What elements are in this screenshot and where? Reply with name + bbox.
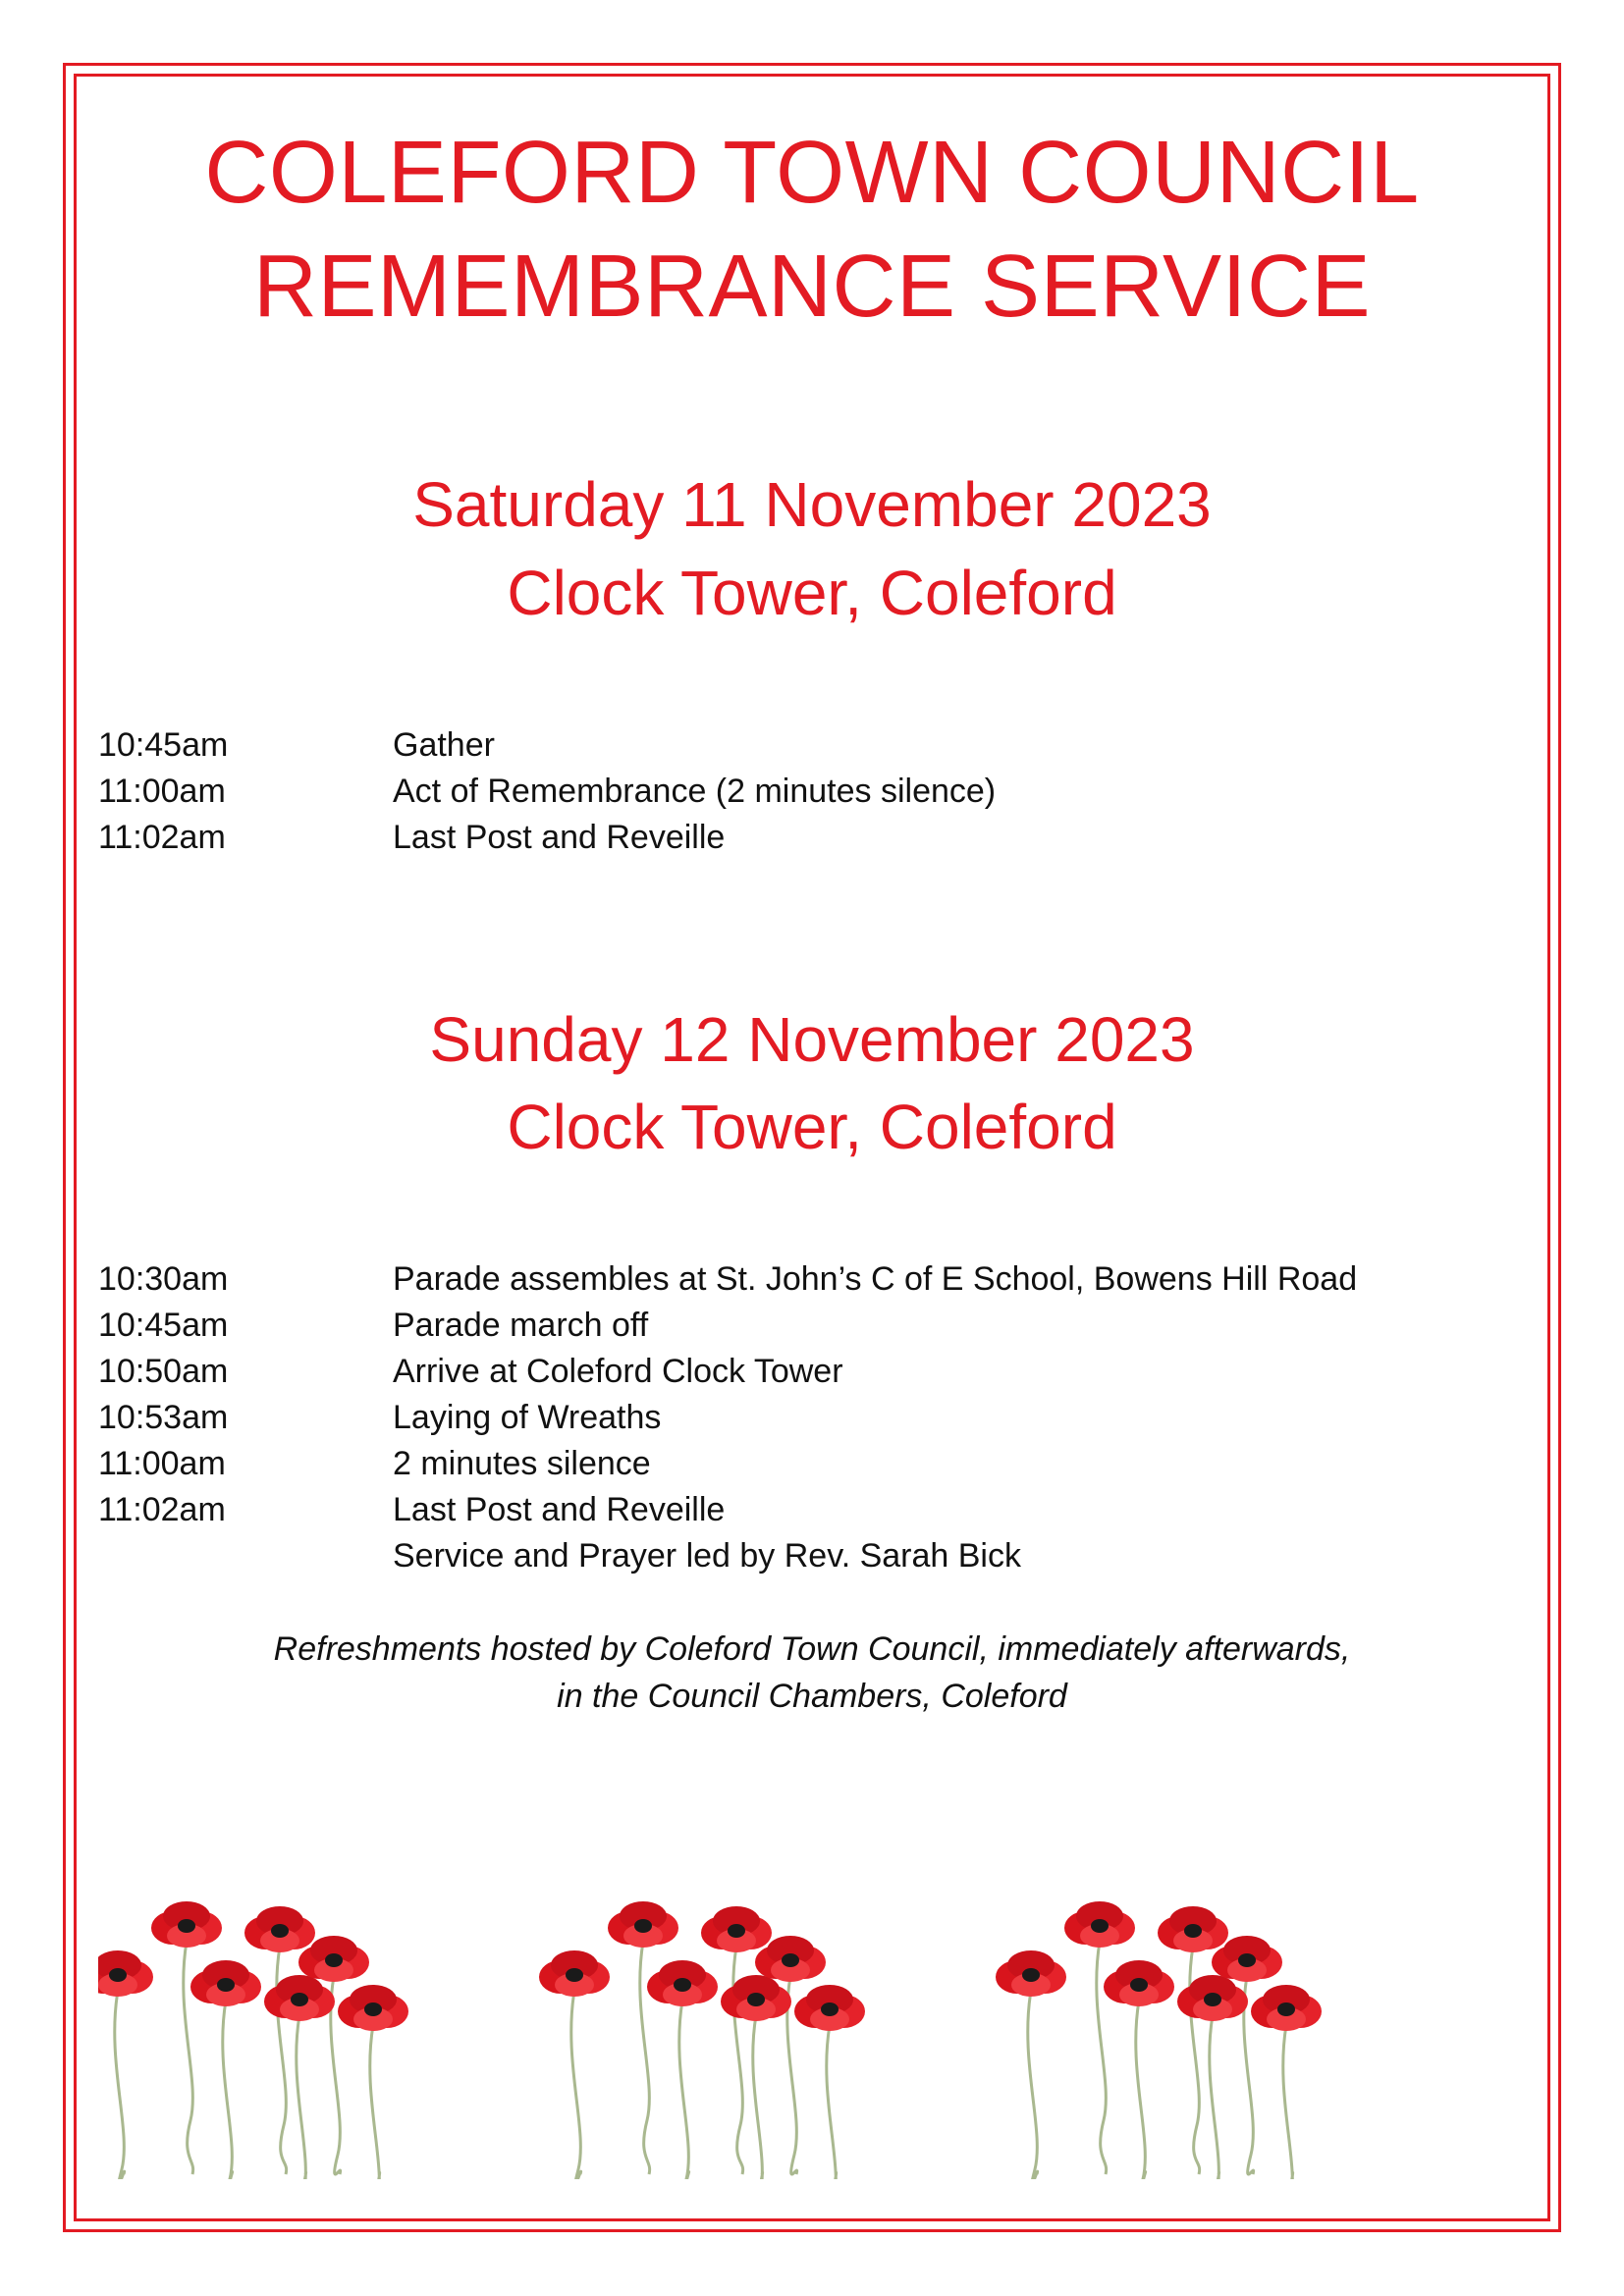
schedule-activity: Arrive at Coleford Clock Tower [393, 1353, 843, 1390]
poppy-icon [539, 1950, 610, 1997]
poppy-icon [996, 1950, 1066, 1997]
poppy-icon [1177, 1975, 1248, 2021]
poppy-stem [1136, 2001, 1146, 2179]
schedule-row [98, 1349, 1473, 1395]
schedule-time: 11:00am [98, 773, 226, 810]
poppy-stem [1210, 2015, 1219, 2179]
title-line-2: REMEMBRANCE SERVICE [252, 238, 1372, 336]
schedule-time: 11:00am [98, 1445, 226, 1482]
schedule-time: 10:50am [98, 1353, 229, 1390]
saturday-location: Clock Tower, Coleford [507, 558, 1117, 628]
poppy-stem [1283, 2025, 1293, 2179]
schedule-time: 10:45am [98, 726, 229, 764]
poppy-icon [721, 1975, 791, 2021]
schedule-activity: Parade assembles at St. John’s C of E School, Bowens Hill Road [393, 1260, 1358, 1298]
sunday-schedule [98, 1256, 1473, 1579]
sunday-date: Sunday 12 November 2023 [429, 1004, 1195, 1075]
poppy-stem [297, 2015, 306, 2179]
schedule-activity: Parade march off [393, 1307, 649, 1344]
poppy-icon [1158, 1906, 1228, 1952]
poppy-icon [190, 1960, 261, 2006]
poppy-stem [184, 1942, 193, 2174]
schedule-row [98, 1441, 1473, 1487]
poppies-illustration [98, 1865, 1526, 2179]
schedule-time: 11:02am [98, 1491, 226, 1528]
refreshments-note-line-2: in the Council Chambers, Coleford [557, 1678, 1067, 1715]
schedule-activity: Gather [393, 726, 495, 764]
poppy-stem [571, 1991, 581, 2179]
schedule-row [98, 722, 1473, 769]
schedule-row [98, 1533, 1473, 1579]
schedule-time: 10:30am [98, 1260, 229, 1298]
poppy-icon [794, 1985, 865, 2031]
poppy-icon [701, 1906, 772, 1952]
poppy-stem [115, 1991, 125, 2179]
poppy-icon [244, 1906, 315, 1952]
schedule-time: 11:02am [98, 819, 226, 856]
poppy-stem [640, 1942, 650, 2174]
poppy-stem [223, 2001, 233, 2179]
schedule-activity: Service and Prayer led by Rev. Sarah Bick [393, 1537, 1021, 1575]
schedule-activity: Laying of Wreaths [393, 1399, 662, 1436]
poppy-stem [1097, 1942, 1107, 2174]
schedule-activity: Last Post and Reveille [393, 1491, 726, 1528]
poppy-stem [827, 2025, 837, 2179]
schedule-activity: Last Post and Reveille [393, 819, 726, 856]
saturday-date: Saturday 11 November 2023 [412, 469, 1212, 540]
schedule-row [98, 1256, 1473, 1303]
poppy-icon [1064, 1901, 1135, 1948]
poppy-icon [338, 1985, 408, 2031]
schedule-activity: 2 minutes silence [393, 1445, 651, 1482]
poppy-icon [1104, 1960, 1174, 2006]
schedule-row [98, 815, 1473, 861]
schedule-row [98, 1303, 1473, 1349]
poppy-icon [151, 1901, 222, 1948]
poppy-stem [679, 2001, 689, 2179]
poppy-icon [1251, 1985, 1322, 2031]
schedule-row [98, 1395, 1473, 1441]
poppy-stem [370, 2025, 380, 2179]
poppy-icon [98, 1950, 153, 1997]
refreshments-note-line-1: Refreshments hosted by Coleford Town Council, immediately afterwards, [273, 1630, 1351, 1668]
poppy-stem [753, 2015, 763, 2179]
title-line-1: COLEFORD TOWN COUNCIL [204, 124, 1420, 222]
schedule-row [98, 1487, 1473, 1533]
poppy-icon [264, 1975, 335, 2021]
schedule-time: 10:53am [98, 1399, 229, 1436]
poppy-stem [1028, 1991, 1038, 2179]
schedule-time: 10:45am [98, 1307, 229, 1344]
poppy-icon [647, 1960, 718, 2006]
sunday-location: Clock Tower, Coleford [507, 1092, 1117, 1162]
schedule-activity: Act of Remembrance (2 minutes silence) [393, 773, 997, 810]
schedule-row [98, 769, 1473, 815]
poppy-icon [608, 1901, 678, 1948]
saturday-schedule [98, 722, 1473, 861]
